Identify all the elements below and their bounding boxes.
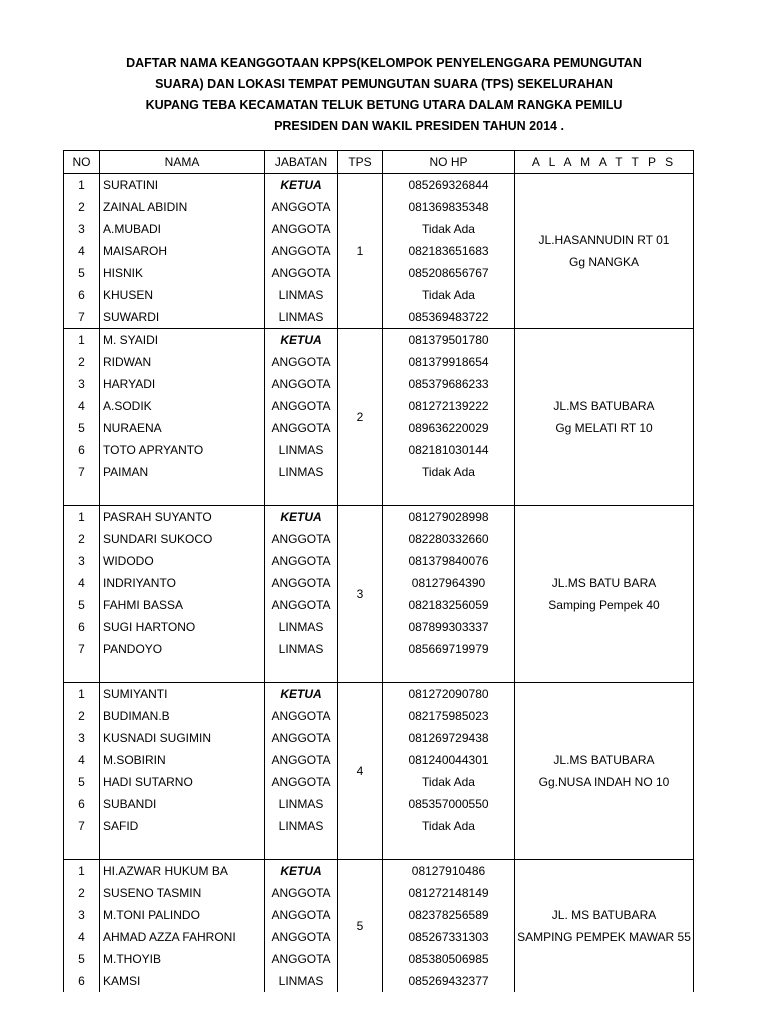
cell-no: 2: [64, 528, 100, 550]
cell-alamat-tps: [515, 506, 694, 683]
cell-no: 3: [64, 218, 100, 240]
cell-jabatan: ANGGOTA: [265, 550, 338, 572]
cell-nama: HISNIK: [100, 262, 265, 284]
cell-no-hp: 082183256059: [383, 594, 515, 616]
cell-jabatan: LINMAS: [265, 793, 338, 815]
cell-no-hp: 085379686233: [383, 373, 515, 395]
cell-no-hp: 082181030144: [383, 439, 515, 461]
cell-jabatan: ANGGOTA: [265, 218, 338, 240]
cell-no: 2: [64, 196, 100, 218]
cell-tps: 4: [338, 683, 383, 860]
cell-nama: ZAINAL ABIDIN: [100, 196, 265, 218]
cell-no-hp: 081379918654: [383, 351, 515, 373]
cell-no: 3: [64, 550, 100, 572]
cell-nama: NURAENA: [100, 417, 265, 439]
cell-nama: MAISAROH: [100, 240, 265, 262]
alamat-line: JL.MS BATUBARA: [553, 399, 655, 413]
cell-no: 2: [64, 882, 100, 904]
cell-nama: SUSENO TASMIN: [100, 882, 265, 904]
cell-no: 7: [64, 461, 100, 483]
alamat-line: JL.MS BATU BARA: [551, 576, 657, 590]
cell-nama: M.TONI PALINDO: [100, 904, 265, 926]
title-line: DAFTAR NAMA KEANGGOTAAN KPPS(KELOMPOK PENYELENGGARA PEMUNGUTAN: [126, 56, 642, 70]
cell-jabatan: ANGGOTA: [265, 351, 338, 373]
cell-no: 1: [64, 860, 100, 883]
cell-jabatan: ANGGOTA: [265, 373, 338, 395]
table-row: [64, 174, 694, 197]
cell-jabatan: ANGGOTA: [265, 926, 338, 948]
cell-no-hp: 08127964390: [383, 572, 515, 594]
cell-nama: SUGI HARTONO: [100, 616, 265, 638]
cell-no: 1: [64, 329, 100, 352]
cell-no: 6: [64, 616, 100, 638]
cell-tps: 3: [338, 506, 383, 683]
header-jabatan: JABATAN: [265, 151, 338, 174]
cell-jabatan: ANGGOTA: [265, 904, 338, 926]
cell-no-hp: 082280332660: [383, 528, 515, 550]
kpps-table: [63, 150, 694, 992]
cell-nama: SUMIYANTI: [100, 683, 265, 706]
table-row: [64, 329, 694, 352]
cell-jabatan: LINMAS: [265, 461, 338, 483]
cell-no: 4: [64, 926, 100, 948]
cell-no-hp: Tidak Ada: [383, 284, 515, 306]
table-row: [64, 683, 694, 706]
header-nama: NAMA: [100, 151, 265, 174]
cell-jabatan: ANGGOTA: [265, 882, 338, 904]
cell-jabatan: ANGGOTA: [265, 948, 338, 970]
cell-no-hp: 085208656767: [383, 262, 515, 284]
cell-no-hp: 085269326844: [383, 174, 515, 197]
cell-no: 7: [64, 306, 100, 329]
cell-nama: PANDOYO: [100, 638, 265, 660]
cell-no-hp: 081272139222: [383, 395, 515, 417]
cell-jabatan: ANGGOTA: [265, 749, 338, 771]
cell-no: 5: [64, 771, 100, 793]
cell-no: 7: [64, 638, 100, 660]
alamat-line: SAMPING PEMPEK MAWAR 55: [517, 930, 691, 944]
cell-no-hp: 085380506985: [383, 948, 515, 970]
cell-jabatan: ANGGOTA: [265, 262, 338, 284]
document-title: [0, 53, 768, 137]
cell-no-hp: 081379501780: [383, 329, 515, 352]
cell-alamat-tps: [515, 329, 694, 506]
cell-no-hp: 081240044301: [383, 749, 515, 771]
cell-nama: M.THOYIB: [100, 948, 265, 970]
table-row: [64, 860, 694, 883]
cell-no-hp: 085357000550: [383, 793, 515, 815]
cell-nama: FAHMI BASSA: [100, 594, 265, 616]
alamat-line: Samping Pempek 40: [548, 598, 660, 612]
alamat-line: Gg NANGKA: [568, 255, 640, 269]
cell-no: 5: [64, 417, 100, 439]
cell-nama: SAFID: [100, 815, 265, 837]
cell-no: [64, 483, 100, 506]
cell-no: 7: [64, 815, 100, 837]
cell-no-hp: 082183651683: [383, 240, 515, 262]
cell-no-hp: 087899303337: [383, 616, 515, 638]
cell-no: 3: [64, 373, 100, 395]
cell-no-hp: 081379840076: [383, 550, 515, 572]
cell-jabatan: ANGGOTA: [265, 395, 338, 417]
title-line: KUPANG TEBA KECAMATAN TELUK BETUNG UTARA DALAM RANGKA PEMILU: [145, 98, 623, 112]
cell-jabatan: [265, 837, 338, 860]
cell-jabatan: [265, 483, 338, 506]
cell-no: 6: [64, 439, 100, 461]
cell-no: 2: [64, 351, 100, 373]
alamat-line: Gg.NUSA INDAH NO 10: [538, 775, 670, 789]
cell-no: 6: [64, 284, 100, 306]
cell-no: 5: [64, 594, 100, 616]
cell-no: [64, 660, 100, 683]
cell-nama: KHUSEN: [100, 284, 265, 306]
cell-nama: HADI SUTARNO: [100, 771, 265, 793]
cell-no-hp: 082175985023: [383, 705, 515, 727]
cell-jabatan: LINMAS: [265, 970, 338, 992]
cell-jabatan: ANGGOTA: [265, 240, 338, 262]
cell-no: 4: [64, 572, 100, 594]
cell-no: 2: [64, 705, 100, 727]
cell-no: 5: [64, 948, 100, 970]
cell-jabatan: LINMAS: [265, 616, 338, 638]
cell-jabatan: [265, 660, 338, 683]
cell-nama: M.SOBIRIN: [100, 749, 265, 771]
cell-no: 4: [64, 395, 100, 417]
cell-no-hp: 081272148149: [383, 882, 515, 904]
cell-no-hp: 089636220029: [383, 417, 515, 439]
cell-jabatan: ANGGOTA: [265, 727, 338, 749]
cell-no-hp: 085669719979: [383, 638, 515, 660]
cell-jabatan: ANGGOTA: [265, 196, 338, 218]
cell-no-hp: [383, 483, 515, 506]
header-tps: TPS: [338, 151, 383, 174]
cell-nama: [100, 837, 265, 860]
cell-nama: PAIMAN: [100, 461, 265, 483]
cell-jabatan: KETUA: [265, 683, 338, 706]
cell-nama: A.SODIK: [100, 395, 265, 417]
cell-nama: PASRAH SUYANTO: [100, 506, 265, 529]
alamat-line: JL.HASANNUDIN RT 01: [538, 233, 670, 247]
cell-jabatan: ANGGOTA: [265, 594, 338, 616]
cell-nama: A.MUBADI: [100, 218, 265, 240]
alamat-line: Gg MELATI RT 10: [555, 421, 653, 435]
cell-nama: AHMAD AZZA FAHRONI: [100, 926, 265, 948]
table-header-row: [64, 151, 694, 174]
cell-no-hp: 085369483722: [383, 306, 515, 329]
cell-no: 6: [64, 970, 100, 992]
cell-no-hp: 081272090780: [383, 683, 515, 706]
cell-no-hp: 081369835348: [383, 196, 515, 218]
cell-no: 4: [64, 240, 100, 262]
cell-alamat-tps: [515, 683, 694, 860]
cell-jabatan: KETUA: [265, 329, 338, 352]
cell-tps: 5: [338, 860, 383, 993]
cell-no-hp: 085267331303: [383, 926, 515, 948]
cell-nama: KAMSI: [100, 970, 265, 992]
cell-no-hp: Tidak Ada: [383, 815, 515, 837]
cell-no: 3: [64, 904, 100, 926]
cell-alamat-tps: [515, 860, 694, 993]
alamat-line: JL.MS BATUBARA: [553, 753, 655, 767]
cell-no-hp: Tidak Ada: [383, 218, 515, 240]
alamat-line: JL. MS BATUBARA: [551, 908, 657, 922]
cell-jabatan: ANGGOTA: [265, 705, 338, 727]
cell-nama: INDRIYANTO: [100, 572, 265, 594]
cell-jabatan: ANGGOTA: [265, 417, 338, 439]
cell-jabatan: KETUA: [265, 174, 338, 197]
cell-tps: 2: [338, 329, 383, 506]
cell-jabatan: LINMAS: [265, 439, 338, 461]
cell-nama: M. SYAIDI: [100, 329, 265, 352]
cell-tps: 1: [338, 174, 383, 329]
cell-nama: WIDODO: [100, 550, 265, 572]
cell-jabatan: LINMAS: [265, 815, 338, 837]
cell-nama: SUWARDI: [100, 306, 265, 329]
cell-nama: HI.AZWAR HUKUM BA: [100, 860, 265, 883]
cell-jabatan: ANGGOTA: [265, 572, 338, 594]
cell-jabatan: LINMAS: [265, 638, 338, 660]
cell-no: 3: [64, 727, 100, 749]
cell-nama: TOTO APRYANTO: [100, 439, 265, 461]
cell-no: 5: [64, 262, 100, 284]
cell-no-hp: 085269432377: [383, 970, 515, 992]
cell-jabatan: ANGGOTA: [265, 528, 338, 550]
cell-nama: [100, 483, 265, 506]
cell-nama: HARYADI: [100, 373, 265, 395]
cell-no-hp: [383, 660, 515, 683]
cell-no-hp: Tidak Ada: [383, 771, 515, 793]
cell-no: 1: [64, 174, 100, 197]
cell-nama: SUBANDI: [100, 793, 265, 815]
cell-jabatan: LINMAS: [265, 284, 338, 306]
cell-jabatan: ANGGOTA: [265, 771, 338, 793]
table-row: [64, 506, 694, 529]
title-line: PRESIDEN DAN WAKIL PRESIDEN TAHUN 2014 .: [274, 119, 564, 133]
cell-nama: SUNDARI SUKOCO: [100, 528, 265, 550]
cell-no-hp: 082378256589: [383, 904, 515, 926]
cell-jabatan: LINMAS: [265, 306, 338, 329]
cell-nama: RIDWAN: [100, 351, 265, 373]
cell-no-hp: 081269729438: [383, 727, 515, 749]
cell-no-hp: Tidak Ada: [383, 461, 515, 483]
cell-no: [64, 837, 100, 860]
cell-no: 4: [64, 749, 100, 771]
cell-no: 6: [64, 793, 100, 815]
cell-no-hp: [383, 837, 515, 860]
cell-nama: [100, 660, 265, 683]
cell-no-hp: 081279028998: [383, 506, 515, 529]
cell-no: 1: [64, 506, 100, 529]
cell-nama: KUSNADI SUGIMIN: [100, 727, 265, 749]
title-line: SUARA) DAN LOKASI TEMPAT PEMUNGUTAN SUARA (TPS) SEKELURAHAN: [155, 77, 613, 91]
header-no: NO: [64, 151, 100, 174]
header-no-hp: NO HP: [383, 151, 515, 174]
cell-alamat-tps: [515, 174, 694, 329]
cell-no-hp: 08127910486: [383, 860, 515, 883]
cell-no: 1: [64, 683, 100, 706]
cell-jabatan: KETUA: [265, 860, 338, 883]
header-alamat-tps: A L A M A T T P S: [515, 151, 694, 174]
cell-nama: BUDIMAN.B: [100, 705, 265, 727]
cell-jabatan: KETUA: [265, 506, 338, 529]
cell-nama: SURATINI: [100, 174, 265, 197]
